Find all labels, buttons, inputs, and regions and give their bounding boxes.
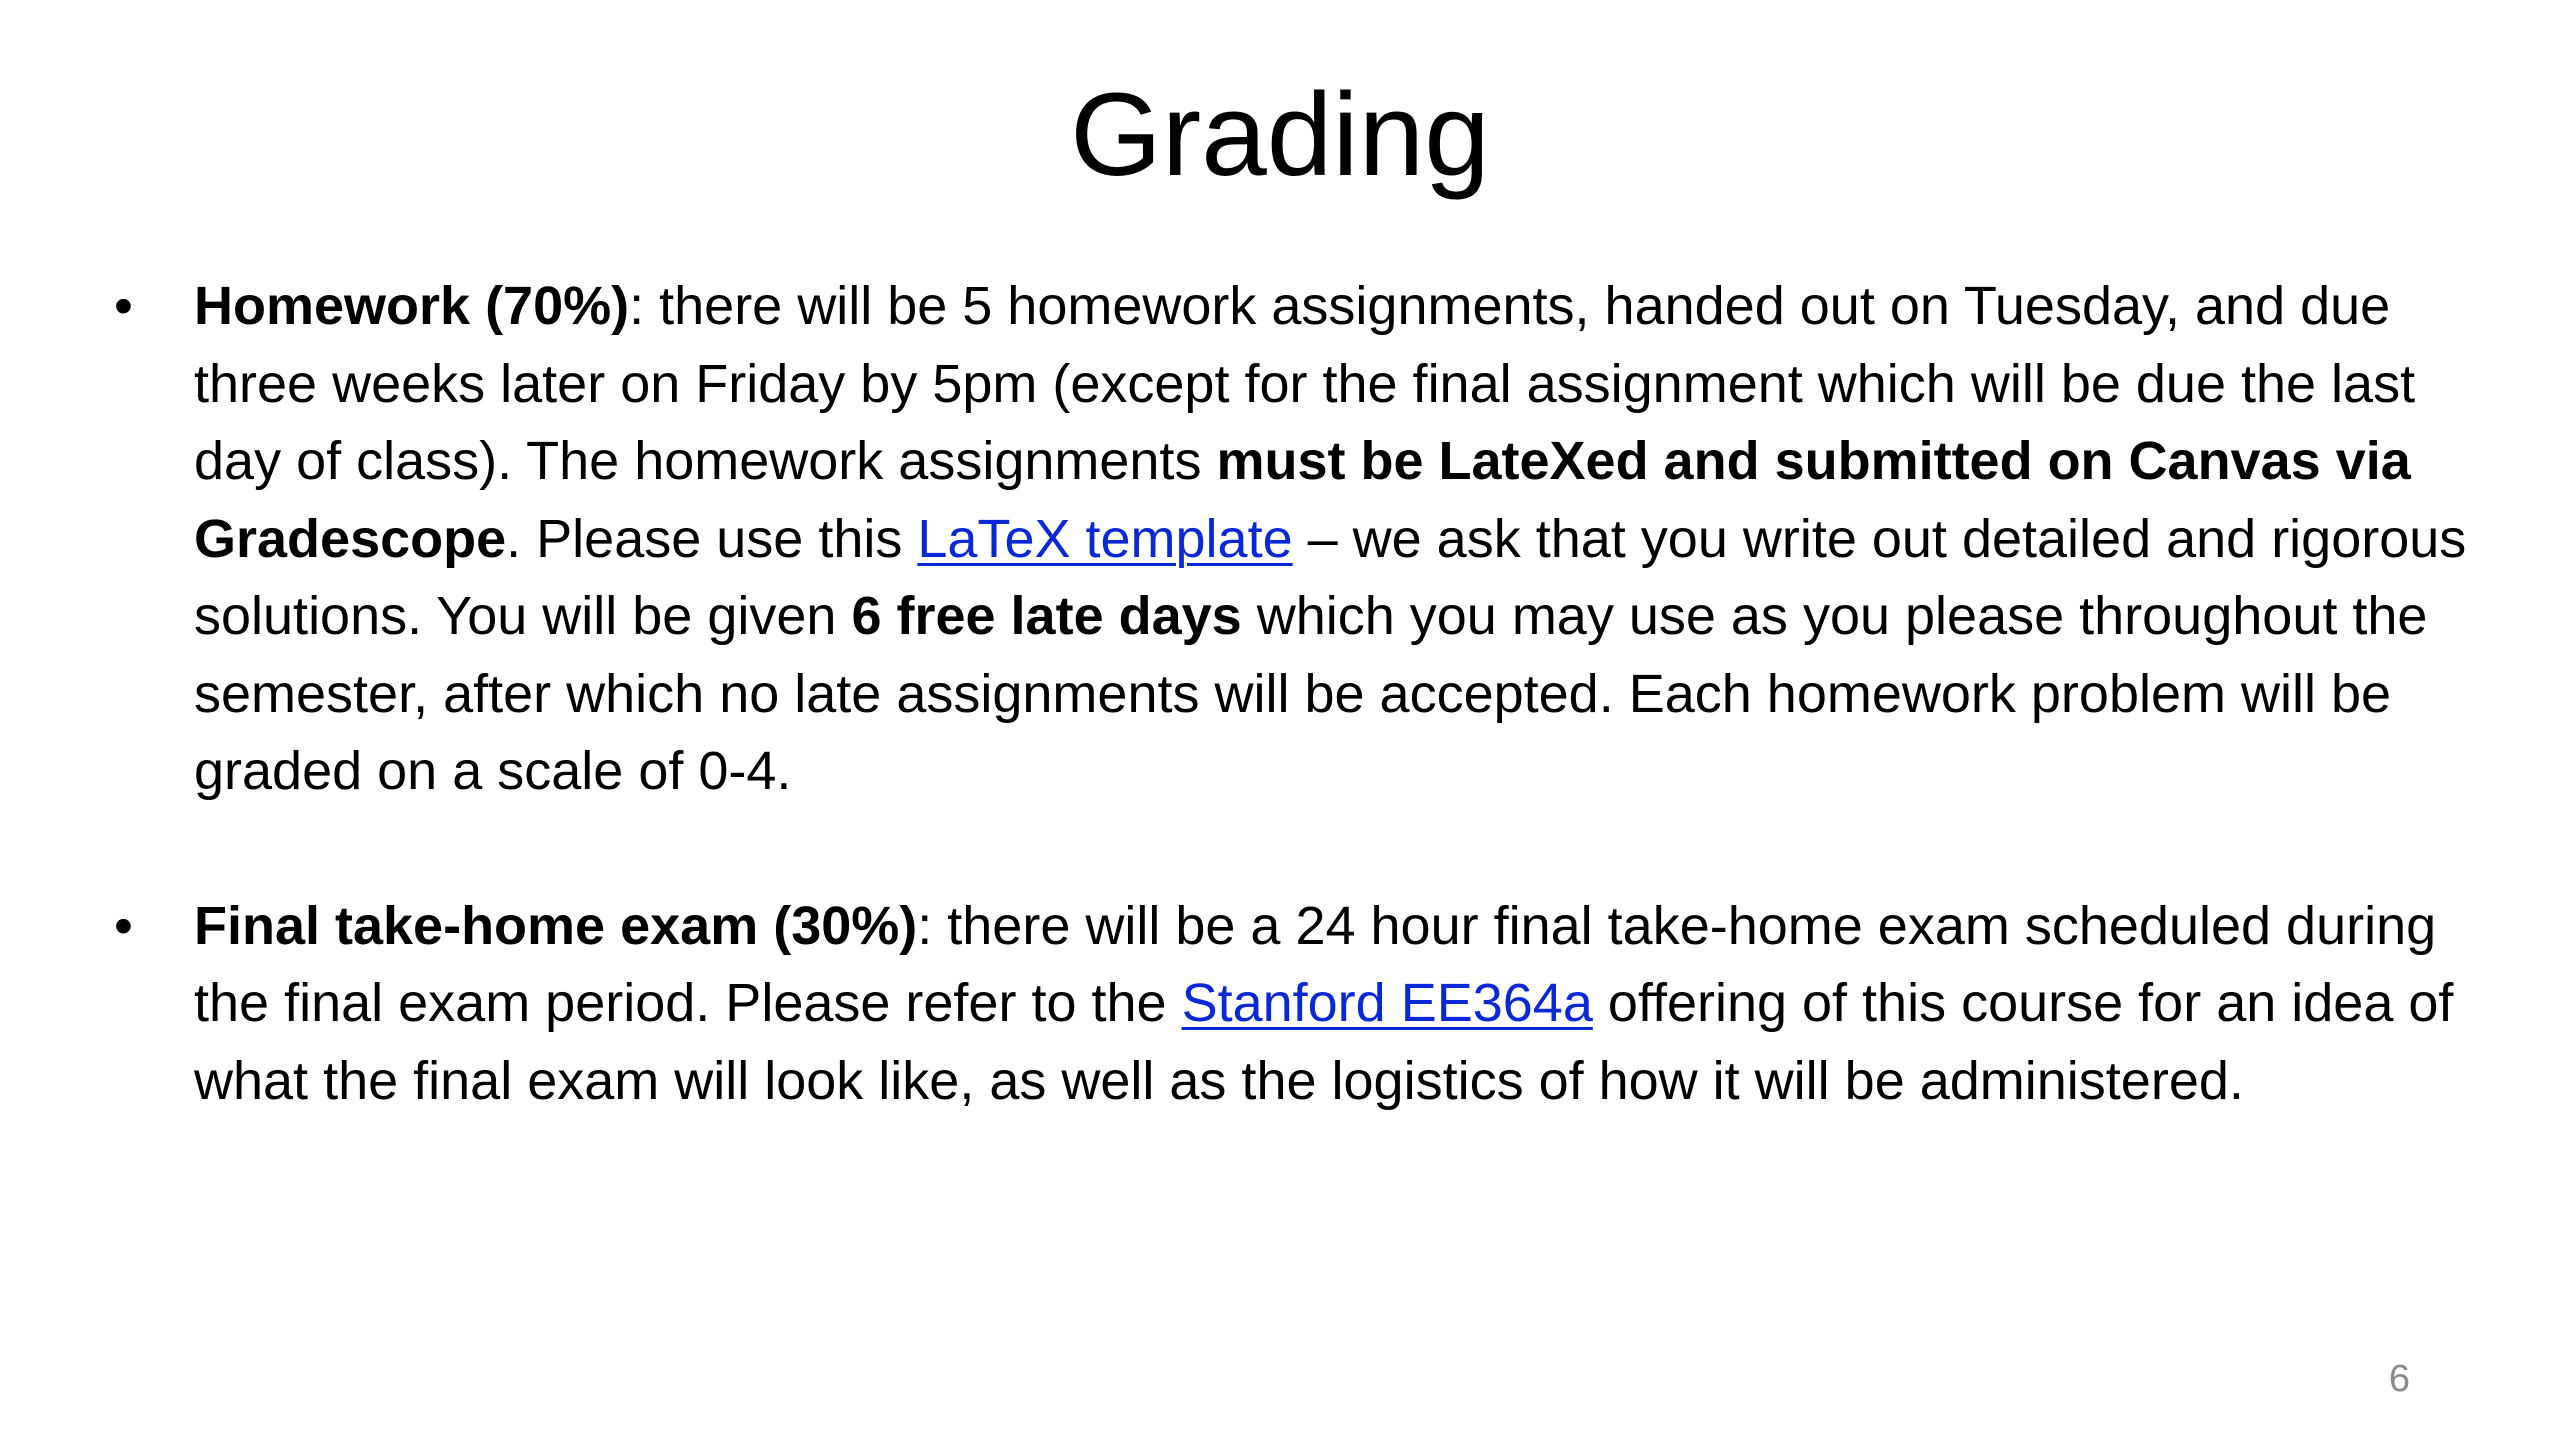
homework-heading: Homework (70%)	[194, 276, 630, 336]
homework-text-2: . Please use this	[506, 508, 918, 569]
final-exam-heading: Final take-home exam (30%)	[194, 895, 918, 956]
slide-title: Grading	[1070, 69, 1490, 201]
homework-text-3: – we ask that you write out detailed and rigorous solutions. You will be given	[194, 508, 2467, 646]
page-number: 6	[2388, 1358, 2410, 1400]
bullet-dot-icon: •	[114, 276, 133, 336]
homework-bold-requirement: must be LateXed and submitted on Canvas via Gradescope	[194, 431, 2411, 569]
latex-template-link[interactable]: LaTeX template	[917, 508, 1293, 569]
final-exam-text-2: offering of this course for an idea of what the final exam will look like, as well as the logistics of how it will be administered.	[194, 973, 2454, 1111]
homework-text-4: which you may use as you please throughout the semester, after which no late assignments will be accepted. Each homework problem will be graded on a scale of 0-4.	[194, 586, 2428, 801]
final-exam-text-1: : there will be a 24 hour final take-home exam scheduled during the final exam period. Please refer to the	[194, 895, 2437, 1033]
homework-text-1: : there will be 5 homework assignments, handed out on Tuesday, and due three weeks later on Friday by 5pm (except for the final assignment which will be due the last day of class). The homework assignments	[194, 276, 2416, 491]
bullet-dot-icon: •	[114, 895, 133, 956]
bullet-final-exam	[108, 888, 2478, 1121]
bullet-list	[108, 268, 2478, 1197]
stanford-ee364a-link[interactable]: Stanford EE364a	[1181, 973, 1593, 1033]
homework-late-days: 6 free late days	[851, 586, 1242, 646]
bullet-homework	[108, 268, 2478, 811]
